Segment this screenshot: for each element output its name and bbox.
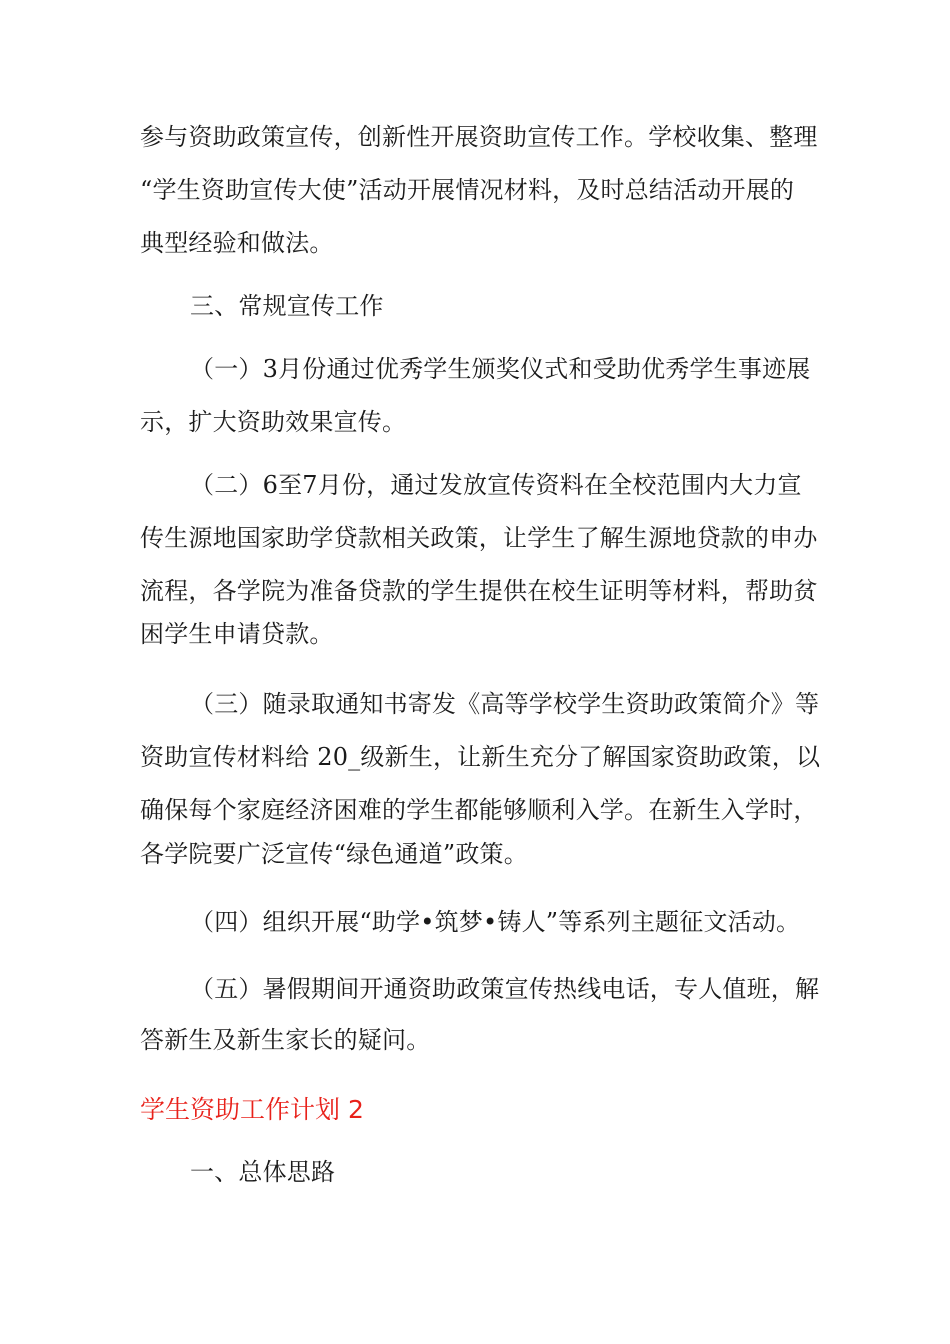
subsection-heading: 三、常规宣传工作 (190, 292, 384, 320)
paragraph-line: “学生资助宣传大使”活动开展情况材料，及时总结活动开展的 (140, 176, 795, 204)
paragraph-line: 资助宣传材料给 20_级新生，让新生充分了解国家资助政策，以 (140, 743, 821, 771)
paragraph-line: 各学院要广泛宣传“绿色通道”政策。 (140, 840, 528, 868)
paragraph-line: 典型经验和做法。 (140, 229, 334, 257)
paragraph-line: （一）3月份通过优秀学生颁奖仪式和受助优秀学生事迹展 (190, 355, 811, 383)
paragraph-line: 参与资助政策宣传，创新性开展资助宣传工作。学校收集、整理 (140, 123, 818, 151)
paragraph-line: 确保每个家庭经济困难的学生都能够顺利入学。在新生入学时， (140, 796, 818, 824)
paragraph-line: 流程，各学院为准备贷款的学生提供在校生证明等材料，帮助贫 (140, 577, 818, 605)
paragraph-line: 答新生及新生家长的疑问。 (140, 1026, 431, 1054)
paragraph-line: （二）6至7月份，通过发放宣传资料在全校范围内大力宣 (190, 471, 802, 499)
paragraph-line: 示，扩大资助效果宣传。 (140, 408, 407, 436)
subsection-heading: 一、总体思路 (190, 1158, 336, 1186)
section-title: 学生资助工作计划 2 (140, 1095, 364, 1124)
paragraph-line: （五）暑假期间开通资助政策宣传热线电话，专人值班，解 (190, 975, 820, 1003)
paragraph-line: （四）组织开展“助学•筑梦•铸人”等系列主题征文活动。 (190, 908, 801, 936)
paragraph-line: （三）随录取通知书寄发《高等学校学生资助政策简介》等 (190, 690, 820, 718)
paragraph-line: 困学生申请贷款。 (140, 620, 334, 648)
paragraph-line: 传生源地国家助学贷款相关政策，让学生了解生源地贷款的申办 (140, 524, 818, 552)
